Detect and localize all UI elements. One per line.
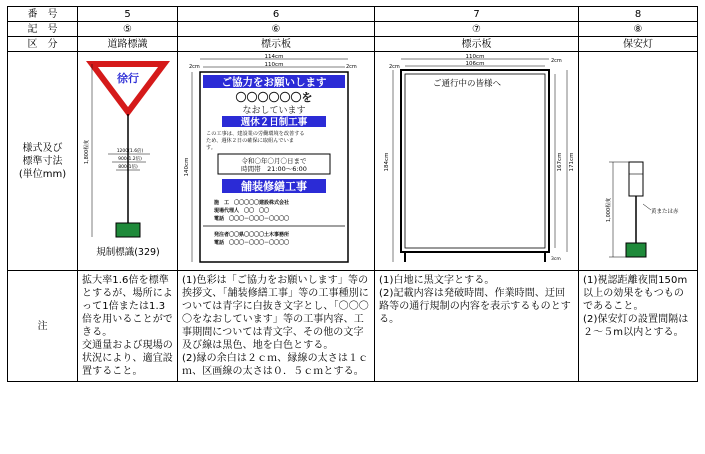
office-2: 電話 〇〇〇－〇〇〇－〇〇〇〇 bbox=[214, 240, 290, 246]
height-mid: 167cm bbox=[557, 152, 563, 172]
note-col8: (1)視認距離夜間150m以上の効果をもつものであること。 (2)保安灯の設置間隔は２～５m以内とする。 bbox=[579, 271, 698, 382]
period-2: 時間帯 21:00～6:00 bbox=[241, 165, 307, 173]
foot-dim: 3cm bbox=[551, 257, 561, 262]
info-1: 施 工 〇〇〇〇〇建設株式会社 bbox=[214, 200, 290, 206]
label-category: 区 分 bbox=[8, 37, 78, 52]
dim-total: 114cm bbox=[264, 54, 284, 60]
num-7: 7 bbox=[375, 7, 579, 22]
fig-road-sign bbox=[78, 52, 178, 271]
row-symbol bbox=[8, 22, 698, 37]
safety-lamp-drawing bbox=[579, 52, 698, 270]
board-title: ご協力をお願いします bbox=[221, 76, 327, 89]
margin-left: 2cm bbox=[189, 64, 200, 70]
dim-total: 110cm bbox=[465, 54, 485, 60]
num-6: 6 bbox=[178, 7, 375, 22]
note-col5: 拡大率1.6倍を標準とするが、場所によって1倍または1.3倍を用いることができる。 交通量および現場の状況により、適宜設置すること。 bbox=[78, 271, 178, 382]
base-block bbox=[116, 223, 140, 237]
margin-left: 2cm bbox=[389, 64, 400, 70]
dim-c: 800(1倍) bbox=[118, 165, 138, 170]
work-type: 舗装修繕工事 bbox=[241, 180, 307, 193]
sym-5: ⑤ bbox=[78, 22, 178, 37]
label-number: 番 号 bbox=[8, 7, 78, 22]
lamp-label: 黄または赤 bbox=[651, 209, 679, 215]
board-inner bbox=[405, 74, 545, 248]
label-note: 注 bbox=[8, 271, 78, 382]
notice-board-drawing bbox=[375, 52, 579, 270]
note-col6: (1)色彩は「ご協力をお願いします」等の挨拶文、「舗装修繕工事」等の工事種別については青字に白抜き文字とし、「〇〇〇〇をなおしています」等の工事内容、工事期間については青文字、その他の文字及び線は黒色、地を白色とする。 (2)縁の余白は２ｃｍ、縁線の太さは１ｃｍ、区画線の太さは０．５ｃｍとする。 bbox=[178, 271, 375, 382]
margin-right: 2cm bbox=[346, 64, 357, 70]
cat-6: 標示板 bbox=[178, 37, 375, 52]
note-col7: (1)白地に黒文字とする。 (2)記載内容は発破時間、作業時間、迂回路等の通行規制の内容を表示するものとする。 bbox=[375, 271, 579, 382]
cat-8: 保安灯 bbox=[579, 37, 698, 52]
spec-table bbox=[7, 6, 698, 382]
fig-safety-lamp bbox=[579, 52, 698, 271]
body-2: ため、週休２日の確保に取組んでいま bbox=[206, 138, 294, 144]
dim-a: 1200(1.6倍) bbox=[116, 149, 144, 154]
row-notes bbox=[8, 271, 698, 382]
height-label: 1,000程度 bbox=[606, 197, 612, 223]
margin-right: 2cm bbox=[551, 58, 562, 64]
row-dimensions bbox=[8, 52, 698, 271]
num-5: 5 bbox=[78, 7, 178, 22]
work-line2: なおしています bbox=[242, 106, 306, 116]
base-block bbox=[626, 243, 646, 257]
cat-5: 道路標識 bbox=[78, 37, 178, 52]
sym-6: ⑥ bbox=[178, 22, 375, 37]
sym-8: ⑧ bbox=[579, 22, 698, 37]
sign-caption: 規制標識(329) bbox=[96, 247, 160, 258]
dim-height: 140cm bbox=[184, 157, 190, 177]
dim-inner: 110cm bbox=[264, 62, 284, 68]
dim-b: 900(1.2倍) bbox=[118, 157, 142, 162]
fig-notice-board bbox=[375, 52, 579, 271]
work-line1: 〇〇〇〇〇〇を bbox=[235, 91, 313, 104]
row-number bbox=[8, 7, 698, 22]
period-1: 令和〇年〇月〇日まで bbox=[241, 157, 307, 165]
holiday-text: 週休２日制工事 bbox=[240, 117, 308, 128]
spec-document bbox=[7, 6, 697, 439]
height-in: 171cm bbox=[569, 152, 575, 172]
height-total: 184cm bbox=[384, 152, 390, 172]
sign-text: 徐行 bbox=[117, 72, 139, 85]
board-text: ご通行中の皆様へ bbox=[432, 79, 502, 89]
info-3: 電話 〇〇〇－〇〇〇－〇〇〇〇 bbox=[214, 216, 290, 222]
yield-sign-drawing bbox=[78, 52, 178, 270]
info-2: 現場代理人 〇〇 〇〇 bbox=[214, 208, 270, 214]
height-label: 1,800程度 bbox=[84, 139, 90, 165]
office-1: 発注者〇〇県〇〇〇〇土木事務所 bbox=[214, 232, 290, 238]
construction-board-drawing bbox=[178, 52, 375, 270]
dim-inner: 106cm bbox=[465, 61, 485, 67]
num-8: 8 bbox=[579, 7, 698, 22]
sym-7: ⑦ bbox=[375, 22, 579, 37]
cat-7: 標示板 bbox=[375, 37, 579, 52]
label-dimensions: 様式及び 標準寸法 (単位mm) bbox=[8, 52, 78, 271]
body-3: す。 bbox=[206, 145, 216, 151]
fig-construction-board bbox=[178, 52, 375, 271]
label-symbol: 記 号 bbox=[8, 22, 78, 37]
lamp-icon bbox=[629, 162, 643, 196]
body-1: この工事は、建設業の労働環境を改善する bbox=[206, 131, 305, 137]
row-category bbox=[8, 37, 698, 52]
